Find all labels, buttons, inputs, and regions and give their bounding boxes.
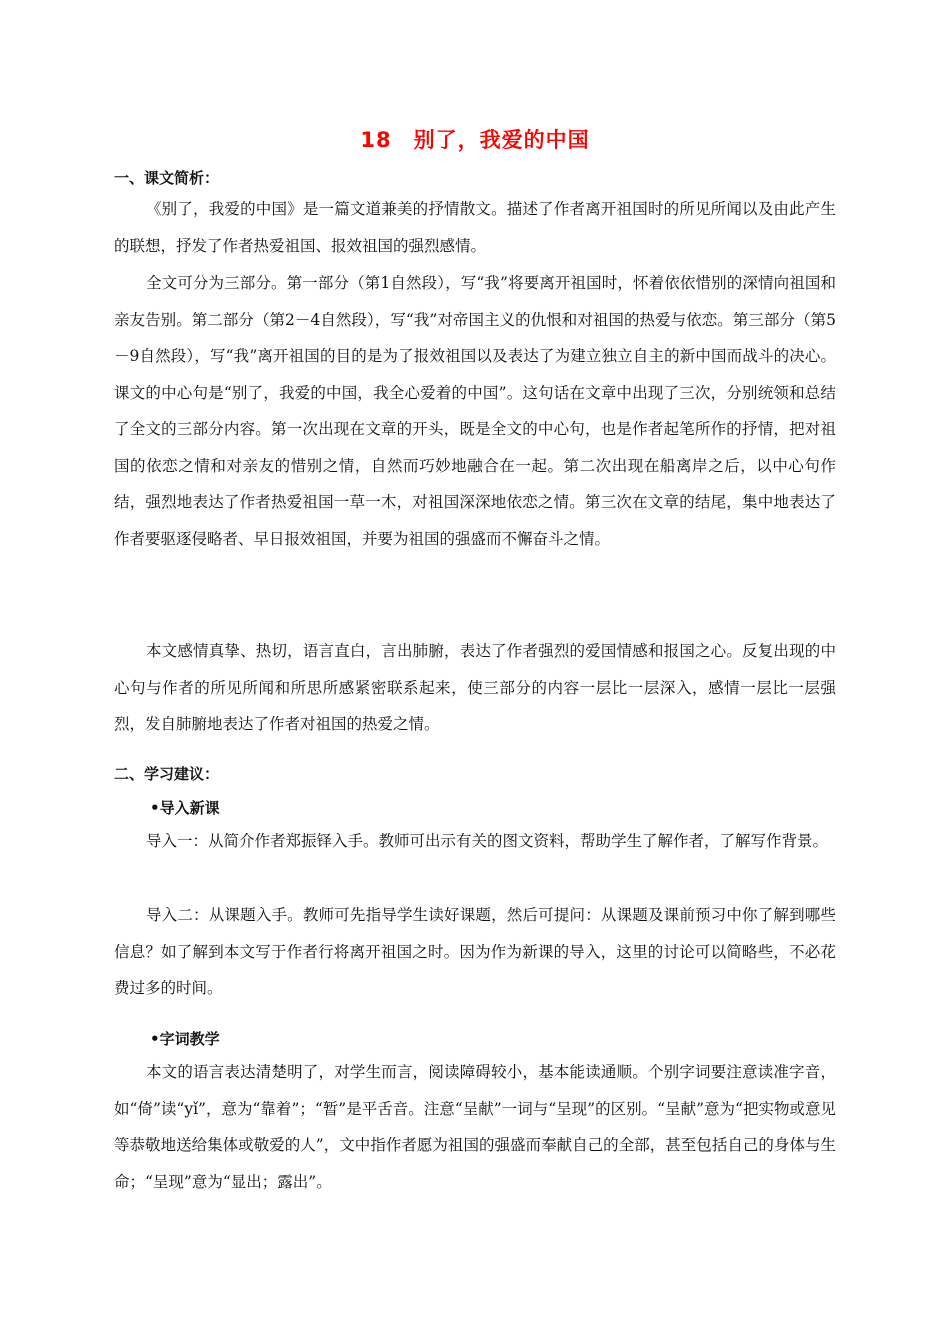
paragraph-summary: 本文感情真挚、热切，语言直白，言出肺腑，表达了作者强烈的爱国情感和报国之心。反复出现的中心句与作者的所见所闻和所思所感紧密联系起来，使三部分的内容一层比一层深入，感情一层比一层强烈，发自肺腑地表达了作者对祖国的热爱之情。 bbox=[114, 642, 836, 733]
paragraph-intro: 《别了，我爱的中国》是一篇文道兼美的抒情散文。描述了作者离开祖国时的所见所闻以及由此产生的联想，抒发了作者热爱祖国、报效祖国的强烈感情。 bbox=[114, 200, 836, 255]
paragraph-intro-method-1: 导入一：从简介作者郑振铎入手。教师可出示有关的图文资料，帮助学生了解作者，了解写作背景。 bbox=[146, 832, 829, 850]
paragraph-intro-method-2: 导入二：从课题入手。教师可先指导学生读好课题，然后可提问：从课题及课前预习中你了解到哪些信息？如了解到本文写于作者行将离开祖国之时。因为作为新课的导入，这里的讨论可以简略些，不必花费过多的时间。 bbox=[114, 906, 836, 997]
lesson-number: 18 bbox=[360, 128, 392, 152]
lesson-title: 别了，我爱的中国 bbox=[413, 128, 590, 152]
paragraph-structure: 全文可分为三部分。第一部分（第1自然段），写“我”将要离开祖国时，怀着依依惜别的深情向祖国和亲友告别。第二部分（第2－4自然段），写“我”对帝国主义的仇恨和对祖国的热爱与依恋。第三部分（第5－9自然段），写“我”离开祖国的目的是为了报效祖国以及表达了为建立独立自主的新中国而战斗的决心。课文的中心句是“别了，我爱的中国，我全心爱着的中国”。这句话在文章中出现了三次，分别统领和总结了全文的三部分内容。第一次出现在文章的开头，既是全文的中心句，也是作者起笔所作的抒情，把对祖国的依恋之情和对亲友的惜别之情，自然而巧妙地融合在一起。第二次出现在船离岸之后，以中心句作结，强烈地表达了作者热爱祖国一草一木，对祖国深深地依恋之情。第三次在文章的结尾，集中地表达了作者要驱逐侵略者、早日报效祖国，并要为祖国的强盛而不懈奋斗之情。 bbox=[114, 274, 836, 548]
subheading-introduce-lesson: •导入新课 bbox=[150, 799, 220, 817]
section-heading-suggestions: 二、学习建议： bbox=[114, 765, 220, 783]
section-heading-analysis: 一、课文简析： bbox=[114, 169, 220, 187]
page-title bbox=[0, 124, 950, 154]
paragraph-vocabulary: 本文的语言表达清楚明了，对学生而言，阅读障碍较小，基本能读通顺。个别字词要注意读准字音，如“倚”读“yǐ”，意为“靠着”；“暂”是平舌音。注意“呈献”一词与“呈现”的区别。“呈献”意为“把实物或意见等恭敬地送给集体或敬爱的人”，文中指作者愿为祖国的强盛而奉献自己的全部，甚至包括自己的身体与生命；“呈现”意为“显出；露出”。 bbox=[114, 1063, 836, 1191]
subheading-vocabulary: •字词教学 bbox=[150, 1030, 220, 1048]
